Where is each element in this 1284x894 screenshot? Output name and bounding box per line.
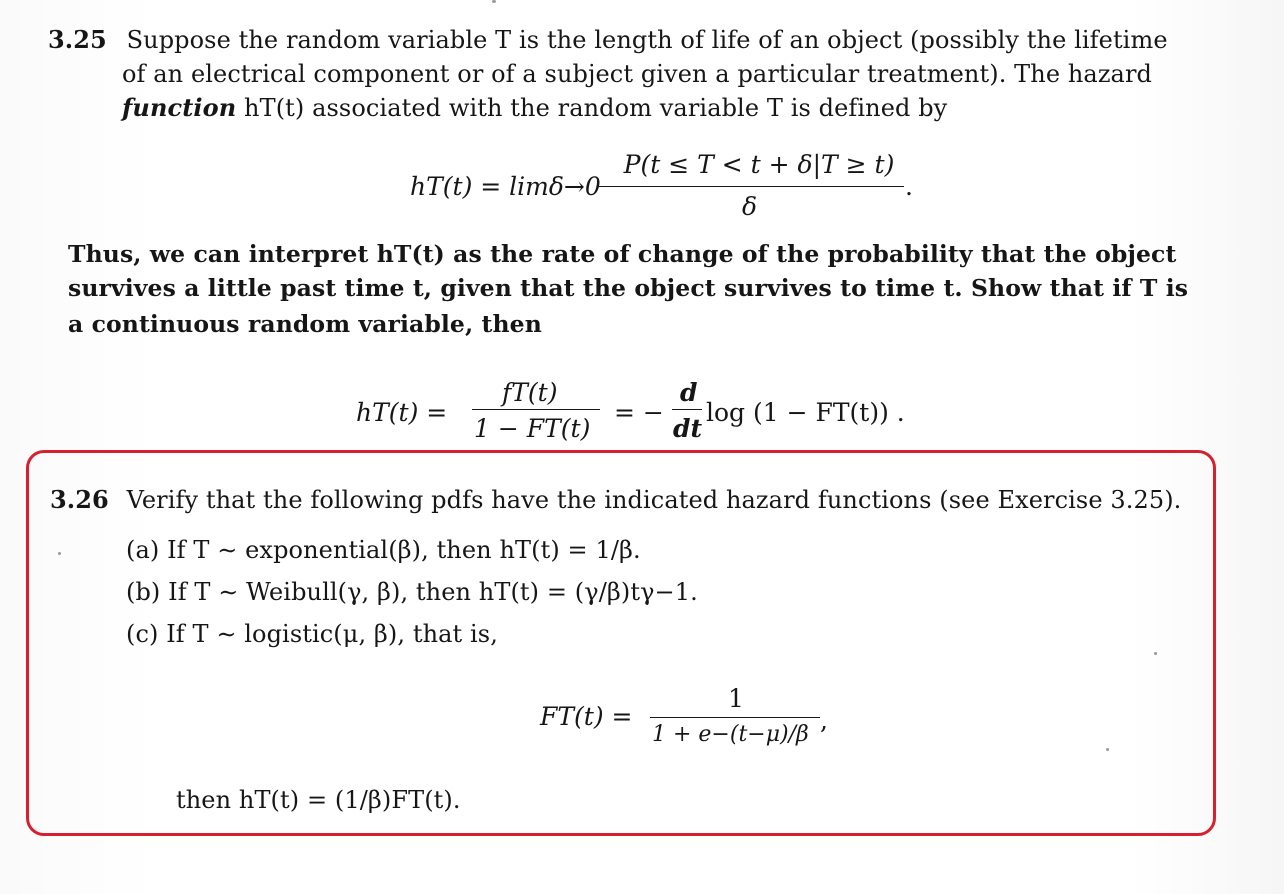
exercise-3-25-line-2: of an electrical component or of a subject given a particular treatment). The hazard xyxy=(122,60,1153,88)
scan-speck xyxy=(492,0,496,3)
equation-2-d-numerator: d xyxy=(680,378,698,407)
equation-2-denominator: 1 − FT(t) xyxy=(474,414,591,443)
equation-1-denominator: δ xyxy=(742,192,758,221)
exercise-3-26-intro xyxy=(50,484,1181,516)
exercise-text: Suppose the random variable T is the length of life of an object (possibly the lifetime xyxy=(126,26,1168,54)
paragraph-line-3: a continuous random variable, then xyxy=(68,310,542,338)
equation-1-lhs: hT(t) = limδ→0 xyxy=(410,172,601,201)
equation-2-lhs: hT(t) = xyxy=(356,398,448,427)
exercise-3-26-item-a: (a) If T ∼ exponential(β), then hT(t) = 1/β. xyxy=(126,536,641,564)
exercise-3-25-line-3 xyxy=(122,92,947,124)
fraction-bar xyxy=(672,409,702,410)
equation-2-numerator: fT(t) xyxy=(502,378,558,407)
emphasis-term: function xyxy=(122,93,237,122)
equation-1-period: . xyxy=(905,172,913,201)
equation-3-denominator: 1 + e−(t−μ)/β xyxy=(652,722,809,747)
exercise-number: 3.26 xyxy=(50,485,109,514)
fraction-bar xyxy=(598,186,904,187)
scan-speck xyxy=(1154,652,1157,655)
exercise-number: 3.25 xyxy=(48,25,107,54)
fraction-bar xyxy=(472,409,600,410)
exercise-3-26-conclusion: then hT(t) = (1/β)FT(t). xyxy=(176,786,461,814)
fraction-bar xyxy=(650,717,820,718)
equation-3-comma: , xyxy=(820,706,828,735)
equation-1-fraction xyxy=(600,150,918,180)
exercise-3-26-item-b: (b) If T ∼ Weibull(γ, β), then hT(t) = (γ/β)tγ−1. xyxy=(126,578,698,606)
exercise-3-26-item-c: (c) If T ∼ logistic(μ, β), that is, xyxy=(126,620,498,648)
equation-3-lhs: FT(t) = xyxy=(540,702,633,731)
equation-2-middle: = − xyxy=(614,398,664,427)
paragraph-line-1: Thus, we can interpret hT(t) as the rate of change of the probability that the object xyxy=(68,240,1177,268)
exercise-text: hT(t) associated with the random variable T is defined by xyxy=(244,94,948,122)
scan-speck xyxy=(58,552,61,555)
equation-2-d-denominator: dt xyxy=(673,414,703,443)
equation-3-numerator: 1 xyxy=(728,684,744,713)
equation-2-rhs: log (1 − FT(t)) . xyxy=(706,398,905,427)
exercise-text: Verify that the following pdfs have the indicated hazard functions (see Exercise 3.25). xyxy=(126,486,1182,514)
exercise-3-25-line-1 xyxy=(48,24,1168,56)
paragraph-line-2: survives a little past time t, given that the object survives to time t. Show that if T is xyxy=(68,274,1189,302)
equation-1-numerator: P(t ≤ T < t + δ|T ≥ t) xyxy=(623,150,895,179)
scan-speck xyxy=(1106,748,1109,751)
